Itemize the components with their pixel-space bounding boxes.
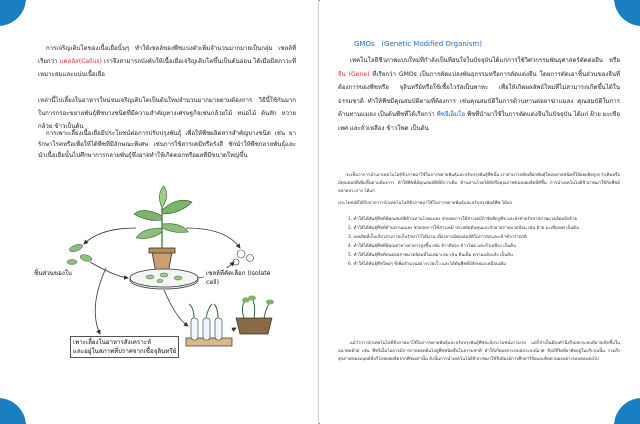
paragraph-callus-text-b: เราจึงสามารถบังคับให้เนื้อเยื่อเจริญเติบโตขึ้นเป็นต้นอ่อน ได้เมื่อมีสภาวะที่เหมาะสมและแน่นเนื้อเยื่อ bbox=[38, 58, 297, 78]
corner-decoration-bottom-left bbox=[0, 398, 26, 424]
paragraph-callus-text-a: การเจริญเติบโตของเนื้อเยื่อนั้นๆ ทำให้เซลล์ของพืชแบ่งตัวเพิ่มจำนวนมากมายเป็นกลุ่ม เซลล์ที่เรียกว่า bbox=[38, 45, 296, 65]
callus-term: แคลลัส(Callus) bbox=[59, 58, 102, 65]
arrow-dish-to-tubes bbox=[164, 290, 188, 326]
paragraph-closing-text: แม้ว่าการนำเทคโนโลยีชีวภาพมาใช้ในการขยายพันธุ์และปรับปรุงพันธุ์พืชจะมีประโยชน์มากมาย แต่ก็จำเป็นต้องคำนึงถึงผลกระทบที่อาจเกิดขึ้นในอนาคตด้วย เช่น พืชจีเอ็มโออาจมีการถ่ายทอดยีนไปสู่พืชชนิดอื่นในธรรมชาติ ทำให้เกิดผลกระทบต่อระบบนิเวศ สิ่งมีชีวิตที่อาศัยอยู่ในบริเวณนั้น รวมถึงสุขภาพของมนุษย์ที่บริโภคผลผลิตจากพืชเหล่านั้น ดังนั้นการนำเทคโนโลยีชีวภาพมาใช้จึงต้องมีการศึกษาวิจัยและติดตามผลอย่างรอบคอบต่อไป bbox=[338, 341, 620, 362]
paragraph-gmo-text-c: พืชที่นำมาใช้ในการตัดแต่งจีนในปัจจุบัน ได้แก่ ฝ้าย มะเขือเทศ และถั่วเหลือง ข้าวโพด เป็นต้น bbox=[338, 111, 621, 132]
paragraph-gmo-text-b: ที่เรียกว่า GMOs เป็นการตัดแปลงพันธุกรรมหรือการตัดแต่งจีน โดยการตัดเอาชิ้นส่วนของจีนที่ต้องการของพืชหรือ จุลินทรีย์หรือใช้เชื้อไวรัสเป็นพาหะ เพื่อให้เกิดผลลัพธ์ใหม่ที่ไม่สามารถเกิดขึ้นได้ในธรรมชาติ ทำให้พืชมีคุณสมบัติตามที่ต้องการ เช่นคุณสมบัติในการต้านทานต่อยาฆ่าแมลง คุณสมบัติในการต้านทานแมลง เป็นต้นพืชที่ได้เรียกว่า bbox=[338, 70, 621, 118]
leaf-pieces-icon bbox=[67, 243, 93, 265]
petri-dish-icon bbox=[130, 269, 198, 289]
tissue-culture-diagram bbox=[36, 158, 286, 368]
gmo-heading-expansion: (Genetic Modified Organism) bbox=[381, 40, 482, 48]
paragraph-benefits bbox=[38, 128, 296, 161]
list-item: 1. ทำให้ได้พันธุ์พืชที่มีคุณสมบัติต้านทานโรคแมลง ช่วยลดการใช้สารเคมีกำจัดศัตรูพืช และยังช่วยรักษาสภาพแวดล้อมอีกด้วย bbox=[348, 217, 578, 222]
label-culture-medium-line2: และอยู่ในสภาพที่ปราศจากเชื้อจุลินทรีย์ bbox=[73, 348, 177, 355]
paragraph-callus bbox=[38, 42, 296, 81]
potted-plant-icon bbox=[134, 186, 192, 274]
corner-decoration-top-right bbox=[614, 0, 640, 26]
list-item: 3. ผลผลิตที่เก็บเกี่ยวสามารถเก็บรักษาไว้ได้นาน เนื่องจากมีคุณสมบัติในการสุกและเข้าช้ากว่าปกติ bbox=[348, 235, 527, 240]
left-page bbox=[0, 0, 319, 424]
paragraph-gmo-text-a: เทคโนโลยีชีวภาพแบบใหม่ที่กำลังเป็นที่สนใจในปัจจุบันได้แก่การใช้วิศวกรรมพันธุศาสตร์ตัดต่อยีน หรือ bbox=[350, 57, 620, 64]
paragraph-closing bbox=[338, 340, 620, 364]
list-item: 4. ทำให้ได้พันธุ์พืชที่มีคุณค่าทางอาหารสูงขึ้น เช่น ข้าวสีทอง ข้าวโพด และถั่วเหลือง เป็นต้น bbox=[348, 244, 516, 249]
gmo-heading-term: GMOs bbox=[354, 40, 375, 48]
arrow-plant-to-leaf bbox=[84, 228, 136, 244]
label-isolated-cell: เซลล์ที่คัดเลือก (Isolate cell) bbox=[204, 268, 286, 288]
paragraph-summary-text: จะเห็นว่าการนำเอาเทคโนโลยีชีวภาพมาใช้ในการขยายพันธุ์และปรับปรุงพันธุ์พืชนั้น เราสามารถตัดเลือกพันธุ์ใหม่หลายชนิดที่ให้ผลผลิตสูงกว่าเดิมหรือมีคุณสมบัติเพิ่มขึ้นตามต้องการ ทำให้พืชที่มีคุณสมบัติที่ดีกว่าเดิม ต้านทานโรคได้ดีหรือคุณภาพของผลผลิตที่ดีขึ้น การนำเทคโนโลยีชีวภาพมาใช้กับพืชมีหลายประการ ได้แก่ bbox=[338, 173, 620, 194]
arrow-tubes-to-tray bbox=[232, 328, 236, 330]
arrow-to-bottom-note bbox=[95, 268, 106, 334]
paragraph-propagation-text: เหล่านี้ไปเลี้ยงในอาหารใหม่จนเจริญเติบโตเป็นต้นใหม่จำนวนมากมายตามต้องการ วิธีนี้ใช้กันมากในการกรอะขยายพันธุ์พืชบางชนิดที่มีความสำคัญทางเศรษฐกิจเช่นกล้วยไม้ หน่อไม้ ต้นสัก หวาย กล้วย ข้าวเป็นต้น bbox=[38, 97, 296, 130]
label-culture-medium bbox=[70, 336, 179, 358]
paragraph-gmo bbox=[338, 54, 620, 135]
list-item: 6. ทำให้ได้พันธุ์พืชใหม่ๆ ที่เพิ่มจำนวนอย่างรวดเร็ว และได้ต้นพืชที่มีลักษณะเหมือนเดิม bbox=[348, 262, 506, 267]
seedling-tray-icon bbox=[236, 296, 274, 335]
label-leaf-pieces: ชิ้นส่วนของใบ bbox=[34, 270, 72, 277]
paragraph-benefits-text: การเพาะเลี้ยงเนื้อเยื่อมีประโยชน์ต่อการปรับปรุงพันธุ์ เพื่อให้พืชผลิตสารสำคัญบางชนิด เช่น ยารักษาโรคหรือเพื่อให้ได้พืชที่มีลักษณะพิเศษ เช่นการใช้สารเคมีหรือรังสี ชักนำให้พืชกลายพันธุ์และนำเนื้อเยื่อนั้นไปศึกษาการกลายพันธุ์ซึ่งอาจทำให้เกิดดอกหรือผลที่มีขนาดใหญ่ขึ้น bbox=[38, 130, 296, 159]
right-page bbox=[320, 0, 640, 424]
paragraph-summary bbox=[338, 172, 620, 196]
list-intro-text: ประโยชน์ที่ได้รับจากการนำเทคโนโลยีชีวภาพมาใช้ในการขยายพันธุ์และปรับปรุงพันธุ์พืช ได้แก่ bbox=[338, 201, 513, 206]
list-item: 2. ทำให้ได้พันธุ์พืชที่ต้านทานแมลง ช่วยลดการใช้สารเคมี ประหยัดต้นทุนและรักษาสภาพแวดล้อม เช่น ฝ้าย มะเขือเทศ เป็นต้น bbox=[348, 226, 579, 231]
benefits-list bbox=[348, 216, 620, 270]
corner-decoration-bottom-right bbox=[614, 398, 640, 424]
gmo-plant-term: พืชจีเอ็มโอ bbox=[436, 111, 466, 118]
list-item: 5. ทำให้ได้พันธุ์พืชที่ทนต่อสภาพแวดล้อมที่ไม่เหมาะสม เช่น ดินเค็ม ความแห้งแล้ง เป็นต้น bbox=[348, 253, 513, 258]
label-culture-medium-line1: เพาะเลี้ยงในอาหารสังเคราะห์ bbox=[73, 339, 152, 346]
gene-term: จีน (Gene) bbox=[338, 70, 370, 78]
corner-decoration-top-left bbox=[0, 0, 26, 26]
arrow-leaf-to-dish bbox=[90, 262, 128, 278]
list-intro bbox=[338, 200, 620, 208]
isolated-cells-icon bbox=[233, 250, 254, 265]
gmo-heading bbox=[354, 40, 482, 48]
test-tube-rack-icon bbox=[186, 304, 232, 346]
arrow-plant-to-cells bbox=[186, 228, 240, 248]
